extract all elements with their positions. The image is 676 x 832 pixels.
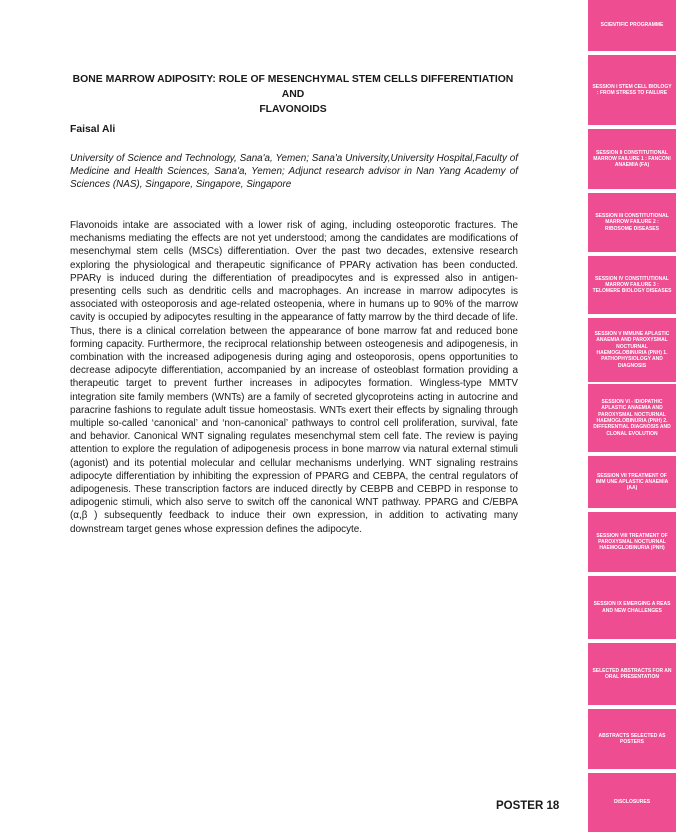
section-nav-sidebar [588, 0, 676, 832]
nav-tab-label: SESSION II CONSTITUTIONAL MARROW FAILURE 1 : FANCONI ANAEMIA (FA) [593, 149, 671, 169]
nav-tab-poster-abstracts[interactable] [588, 709, 676, 769]
nav-tab-session-1[interactable] [588, 55, 676, 125]
nav-tab-label: SELECTED ABSTRACTS FOR AN ORAL PRESENTATION [592, 667, 672, 680]
nav-tab-selected-oral-abstracts[interactable] [588, 643, 676, 705]
nav-tab-label: ABSTRACTS SELECTED AS POSTERS [598, 732, 666, 745]
nav-tab-label: SESSION III CONSTITUTIONAL MARROW FAILURE 2 : RIBOSOME DISEASES [595, 213, 669, 232]
nav-tab-label: SESSION IV CONSTITUTIONAL MARROW FAILURE 3 : TELOMERE BIOLOGY DISEASES [592, 275, 672, 295]
nav-tab-session-2[interactable] [588, 129, 676, 189]
abstract-title-line-2: FLAVONOIDS [259, 104, 327, 115]
poster-number: POSTER 18 [496, 800, 560, 812]
nav-tab-label: SESSION V IMMUNE APLASTIC ANAEMIA AND PAROXYSMAL NOCTURNAL HAEMOGLOBINURIA (PNH) 1. PATHOPHYSIOLOGY AND DIAGNOSIS [594, 331, 670, 369]
nav-tab-label: SESSION VIII TREATMENT OF PAROXYSMAL NOCTURNAL HAEMOGLOBINURIA (PNH) [596, 532, 668, 552]
nav-tab-disclosures[interactable] [588, 773, 676, 832]
nav-tab-session-9[interactable] [588, 576, 676, 639]
author-name: Faisal Ali [70, 124, 116, 135]
nav-tab-session-6[interactable] [588, 384, 676, 452]
nav-tab-session-7[interactable] [588, 456, 676, 508]
nav-tab-session-8[interactable] [588, 512, 676, 572]
nav-tab-label: SCIENTIFIC PROGRAMME [600, 22, 664, 29]
nav-tab-scientific-programme[interactable] [588, 0, 676, 51]
nav-tab-label: SESSION IX EMERGING A REAS AND NEW CHALLENGES [593, 601, 671, 614]
abstract-title-line-1: BONE MARROW ADIPOSITY: ROLE OF MESENCHYMAL STEM CELLS DIFFERENTIATION AND [72, 74, 514, 100]
nav-tab-session-3[interactable] [588, 193, 676, 252]
abstract-body: Flavonoids intake are associated with a lower risk of aging, including osteoporotic fractures. The mechanisms mediating the effects are not yet understood; among the candidates are modifications of mesenchymal stem cells (MSCs) differentiation. Over the past two decades, extensive research exploring the physiological and therapeutic significance of PPARγ activation has been conducted. PPARγ is induced during the differentiation of preadipocytes and is expressed also in antigen-presenting cells such as dendritic cells and macrophages. An increase in marrow adipocytes is associated with osteoporosis and age-related osteopenia, where in humans up to 90% of the marrow cavity is occupied by adipocytes resulting in the appearance of fatty marrow by the third decade of life. Thus, there is a clinical correlation between the appearance of bone marrow fat and reduced bone forming capacity. Furthermore, the reciprocal relationship between osteogenesis and adipogenesis, in combination with the increased adipogenesis during aging and osteoporosis, opens opportunities to decrease adipocyte differentiation, accompanied by an increase of osteoblast formation providing a therapeutic target to prevent further increases in adipocytes formation. Wingless-type MMTV integration site family members (WNTs) are a family of secreted glycoproteins acting in autocrine and paracrine fashions to regulate adult tissue homeostasis. WNTs exert their effects by signaling through multiple so-called ‘canonical’ and ‘non-canonical’ pathways to control cell proliferation, survival, fate and behavior. Canonical WNT signaling regulates mesenchymal stem cell fate. The review is paying attention to explore the regulation of adipogenesis process in bone marrow via natural external stimuli (agonist) and its potential molecular and cellular mechanisms underlying. WNT signaling restrains adipocyte differentiation by inhibiting the expression of PPARG and CEBPA, the central regulators of adipogenesis. These transcription factors are induced directly by CEBPB and CEBPD in response to adipogenic stimuli, which also serve to switch off the canonical WNT pathway. PPARG and C/EBPA (α,β ) subsequently feedback to induce their own expression, in addition to activating many downstream target genes whose expression defines the adipocyte. [70, 220, 518, 535]
nav-tab-session-4[interactable] [588, 256, 676, 314]
nav-tab-label: SESSION VI - IDIOPATHIC APLASTIC ANAEMIA AND PAROXYSMAL NOCTURNAL HAEMOGLOBINURIA (PNH) 2. DIFFERENTIAL DIAGNOSIS AND CLONAL EVOLUTION [593, 399, 671, 437]
abstract-title [62, 72, 524, 117]
nav-tab-label: SESSION I STEM CELL BIOLOGY : FROM STRESS TO FAILURE [592, 83, 672, 96]
nav-tab-label: SESSION VII TREATMENT OF IMM UNE APLASTIC ANAEMIA (AA) [595, 472, 669, 492]
author-affiliation: University of Science and Technology, Sana'a, Yemen; Sana'a University,University Hospital,Faculty of Medicine and Health Sciences, Sana'a, Yemen; Adjunct research advisor in Nan Yang Academy of Sciences (NAS), Singapore, Singapore, Singapore [70, 153, 518, 191]
nav-tab-label: DISCLOSURES [613, 799, 651, 806]
nav-tab-session-5[interactable] [588, 318, 676, 382]
